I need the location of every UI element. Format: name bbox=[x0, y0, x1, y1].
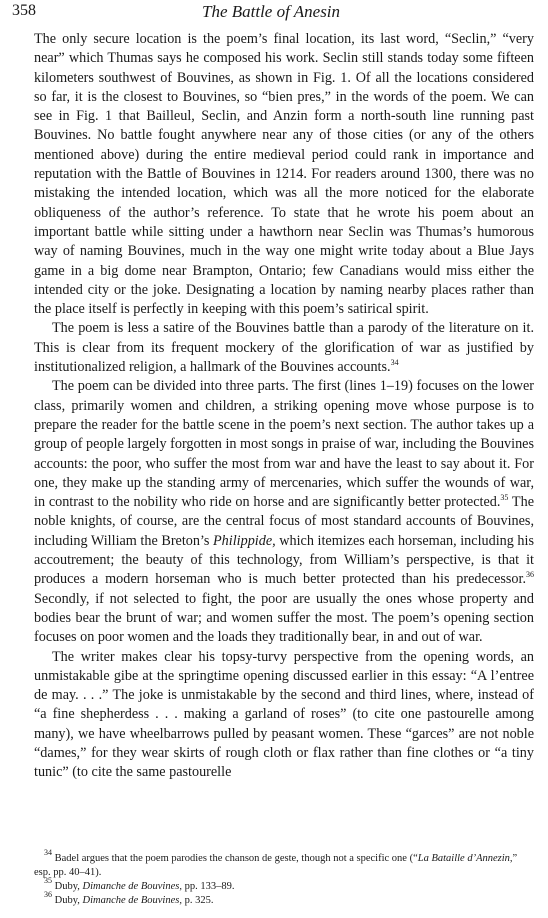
paragraph-text: The only secure location is the poem’s final location, its last word, “Seclin,” “very near” which Thumas says he composed his work. Seclin still stands today some fifteen kilometers southwest of Bouvines, as shown in Fig. 1. Of all the locations considered so far, it is the closest to Bouvines, so “bien pres,” in the words of the poem. We can see in Fig. 1 that Bailleul, Seclin, and Anzin form a north-south line running past Bouvines. No battle fought anywhere near any of those cities (or any of the others mentioned above) during the entire medieval period could rank in importance and reputation with the Battle of Bouvines in 1214. For readers around 1300, there was no mistaking the intended location, which was all the more noticed for the elaborate obliqueness of the author’s reference. To state that he wrote his poem about an important battle while sitting under a hawthorn near Seclin was Thumas’s humorous way of naming Bouvines, much in the way one might write today about a Blue Jays game in a big dome near Brampton, Ontario; few Canadians would miss either the intended city or the joke. Designating a location by naming nearby places rather than the place itself is perfectly in keeping with this poem’s satirical spirit. bbox=[34, 31, 534, 318]
footnote-number: 36 bbox=[44, 890, 52, 899]
paragraph bbox=[34, 30, 534, 319]
running-head: The Battle of Anesin bbox=[202, 2, 341, 21]
footnote bbox=[34, 848, 534, 880]
paragraph bbox=[34, 319, 534, 377]
footnote-ref: 34 bbox=[390, 358, 399, 368]
paragraph-text: The poem is less a satire of the Bouvines battle than a parody of the literature on it. This is clear from its frequent mockery of the glorification of war as justified by institutionalized religion, a hallmark of the Bouvines accounts. bbox=[34, 320, 534, 376]
footnote bbox=[34, 876, 534, 894]
footnote bbox=[34, 890, 534, 908]
footnote-text: Duby, bbox=[52, 881, 83, 892]
footnote-number: 34 bbox=[44, 848, 52, 857]
footnote-number: 35 bbox=[44, 876, 52, 885]
footnotes bbox=[34, 848, 534, 908]
footnote-ref: 35 bbox=[500, 493, 509, 503]
page-header bbox=[12, 2, 536, 26]
footnote-ref: 36 bbox=[526, 570, 534, 580]
footnote-title: Dimanche de Bouvines, bbox=[82, 881, 182, 892]
footnote-title: La Bataille d’Annezin, bbox=[417, 853, 513, 864]
footnote-title: Dimanche de Bouvines, bbox=[82, 895, 182, 906]
paragraph-text: which itemizes each horseman, including his accoutrement; the beauty of this technology, from William’s perspective, is that it produces a modern horseman who is much better protected than his predecessor. bbox=[34, 532, 534, 588]
paragraph bbox=[34, 648, 534, 783]
paragraph-text: The noble knights, of course, are the central focus of most standard accounts of Bouvines, including William the Breton’s bbox=[34, 494, 534, 549]
paragraph-text: Secondly, if not selected to fight, the poor are usually the ones whose property and bodies bear the brunt of war; and women suffer the most. The poem’s opening section focuses on poor women and the loads they traditionally bear, in and out of war. bbox=[34, 590, 534, 646]
work-title: Philippide, bbox=[213, 532, 276, 549]
footnote-text: Badel argues that the poem parodies the chanson de geste, though not a specific one (“ bbox=[52, 853, 418, 864]
footnote-text: Duby, bbox=[52, 895, 83, 906]
paragraph-text: The poem can be divided into three parts. The first (lines 1–19) focuses on the lower class, primarily women and children, a striking opening move whose purpose is to prepare the reader for the battle scene in the poem’s next section. The author takes up a group of people largely forgotten in most songs in praise of war, including the Bouvines accounts: the poor, who suffer the most from war and have the least to say about it. For one, they make up the standing army of mercenaries, which suffer the wounds of war, in contrast to the nobility who ride on horse and are significantly better protected. bbox=[34, 378, 534, 511]
page-number: 358 bbox=[12, 2, 36, 19]
body-text bbox=[34, 30, 534, 783]
paragraph-text: The writer makes clear his topsy-turvy perspective from the opening words, an unmistakable gibe at the springtime opening discussed earlier in this essay: “A l’entree de may. . . .” The joke is unmistakable by the second and third lines, where, instead of “a fine shepherdess . . . making a garland of roses” (to cite one pastourelle among many), we have wheelbarrows pulled by peasant women. These “garces” are not noble “dames,” for they wear skirts of rough cloth or flax rather than fine clothes or “a tiny tunic” (to cite the same pastourelle bbox=[34, 648, 534, 781]
footnote-text: pp. 133–89. bbox=[181, 881, 235, 892]
footnote-text: ” esp. pp. 40–41). bbox=[34, 853, 518, 878]
footnote-text: p. 325. bbox=[181, 895, 214, 906]
paragraph bbox=[34, 377, 534, 647]
